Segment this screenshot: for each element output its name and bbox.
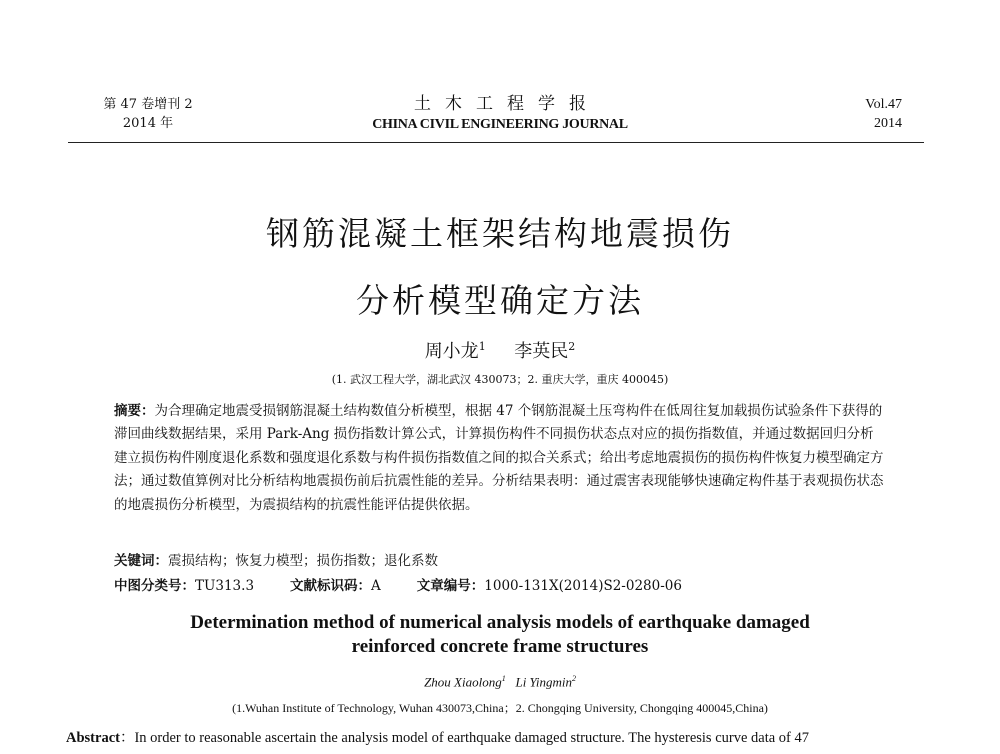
paper-title-cn-line2: 分析模型确定方法	[356, 281, 644, 320]
abstract-cn	[114, 400, 884, 517]
header-vol: Vol.47	[865, 97, 902, 112]
article-number-label: 文章编号：	[416, 578, 485, 594]
header-volume-line: 第 47 卷增刊 2	[103, 97, 193, 112]
header-year: 2014	[874, 116, 902, 131]
author-cn-sup: 1	[478, 340, 486, 353]
journal-title-cn: 土木工程学报	[414, 94, 600, 114]
doc-code-value: A	[371, 578, 381, 594]
author-cn-name: 周小龙	[424, 341, 479, 362]
authors-cn	[300, 337, 700, 363]
article-number-value: 1000-131X(2014)S2-0280-06	[484, 578, 682, 594]
author-en-sup: 2	[571, 674, 576, 683]
abstract-en-text: ：In order to reasonable ascertain the analysis model of earthquake damaged structure. The hysteresis curve data of 47	[119, 730, 809, 746]
header-volume-issue	[88, 95, 208, 133]
clc-value: TU313.3	[195, 578, 255, 594]
abstract-cn-text: 为合理确定地震受损钢筋混凝土结构数值分析模型，根据 47 个钢筋混凝土压弯构件在低周往复加载损伤试验条件下获得的滞回曲线数据结果，采用 Park-Ang 损伤指数计算公式，计算损伤构件不同损伤状态点对应的损伤指数值，并通过数据回归分析建立损伤构件刚度退化系数和强度退化系数与构件损伤指数值之间的拟合关系式；给出考虑地震损伤的损伤构件恢复力模型确定方法；通过数值算例对比分析结构地震损伤前后抗震性能的差异。分析结果表明：通过震害表现能够快速确定构件基于表观损伤状态的地震损伤分析模型，为震损结构的抗震性能评估提供依据。	[114, 403, 884, 513]
paper-title-en-line2: reinforced concrete frame structures	[351, 636, 649, 657]
header-vol-year	[822, 95, 902, 133]
classification-line	[114, 574, 914, 594]
clc-label: 中图分类号：	[114, 578, 195, 594]
keywords-cn-label: 关键词：	[114, 553, 168, 569]
journal-title-en: CHINA CIVIL ENGINEERING JOURNAL	[372, 117, 628, 132]
authors-en	[300, 674, 700, 690]
author-cn-name: 李英民	[514, 341, 569, 362]
author-en-name: Li Yingmin	[515, 674, 572, 690]
author-en-sup: 1	[501, 674, 506, 683]
abstract-cn-label: 摘要：	[114, 403, 155, 419]
abstract-en	[66, 726, 936, 747]
header-rule	[68, 142, 924, 143]
journal-masthead	[300, 93, 700, 135]
abstract-en-label: Abstract	[66, 730, 120, 746]
header-year-line: 2014 年	[122, 116, 174, 131]
keywords-cn-text: 震损结构；恢复力模型；损伤指数；退化系数	[168, 553, 438, 569]
keywords-cn	[114, 549, 884, 569]
paper-title-cn-line1: 钢筋混凝土框架结构地震损伤	[266, 214, 734, 253]
doc-code-label: 文献标识码：	[290, 578, 372, 594]
author-cn-sup: 2	[568, 340, 576, 353]
affiliations-cn: (1. 武汉工程大学，湖北武汉 430073；2. 重庆大学，重庆 400045)	[331, 373, 669, 386]
paper-title-en	[100, 611, 900, 659]
paper-title-en-line1: Determination method of numerical analysis models of earthquake damaged	[190, 612, 810, 633]
author-en-name: Zhou Xiaolong	[424, 674, 502, 690]
affiliations-en: (1.Wuhan Institute of Technology, Wuhan 430073,China；2. Chongqing University, Chongqing 400045,China)	[232, 701, 768, 715]
